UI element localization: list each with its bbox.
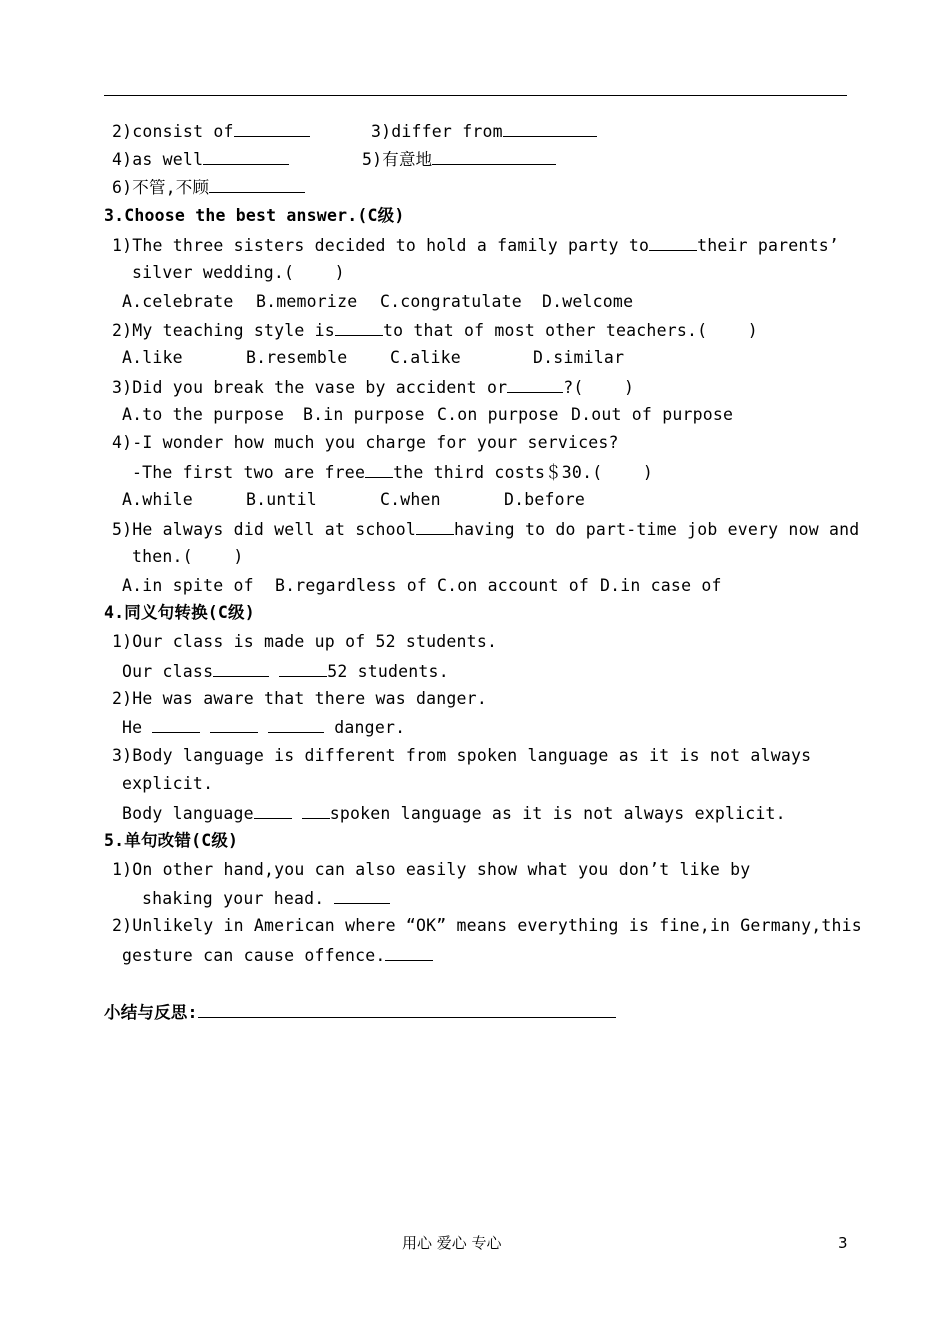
sentence-2: 2)He was aware that there was danger.: [112, 689, 487, 708]
rewrite-text: He: [122, 718, 143, 737]
question-5-cont: then.( ): [132, 547, 244, 566]
vocab-text: 2)consist of: [112, 122, 234, 141]
question-text: ?( ): [563, 378, 635, 397]
answer-blank[interactable]: [416, 518, 454, 535]
vocab-text: 3)differ from: [371, 122, 503, 141]
section-3-title: 3.Choose the best answer.(C级): [104, 206, 405, 225]
answer-blank[interactable]: [385, 944, 433, 961]
sentence-1-rewrite: [122, 660, 449, 683]
question-text: their parents’: [697, 236, 839, 255]
section-5-title: 5.单句改错(C级): [104, 831, 239, 850]
vocab-item-4: [112, 148, 289, 171]
question-text: 3)Did you break the vase by accident or: [112, 378, 508, 397]
answer-blank[interactable]: [503, 120, 597, 137]
rewrite-text: spoken language as it is not always explicit.: [329, 804, 786, 823]
question-text: 2)My teaching style is: [112, 321, 335, 340]
answer-blank[interactable]: [152, 716, 200, 733]
option-5c[interactable]: C.on account of: [437, 576, 590, 595]
summary-line: [104, 1001, 616, 1024]
option-2d[interactable]: D.similar: [533, 348, 625, 367]
vocab-item-2: [112, 120, 310, 143]
error-sentence-1-cont: [142, 887, 390, 910]
error-text: gesture can cause offence.: [122, 946, 386, 965]
option-2c[interactable]: C.alike: [390, 348, 461, 367]
option-2a[interactable]: A.like: [122, 348, 183, 367]
answer-blank[interactable]: [335, 319, 383, 336]
answer-blank[interactable]: [507, 376, 563, 393]
answer-blank[interactable]: [334, 887, 390, 904]
sentence-1: 1)Our class is made up of 52 students.: [112, 632, 498, 651]
error-sentence-2-cont: [122, 944, 433, 967]
option-1a[interactable]: A.celebrate: [122, 292, 234, 311]
sentence-3-cont: explicit.: [122, 774, 214, 793]
summary-blank[interactable]: [198, 1001, 616, 1018]
answer-blank[interactable]: [432, 148, 556, 165]
error-text: shaking your head.: [142, 889, 325, 908]
vocab-text: 4)as well: [112, 150, 204, 169]
option-4b[interactable]: B.until: [246, 490, 317, 509]
answer-blank[interactable]: [279, 660, 327, 677]
sentence-3: 3)Body language is different from spoken language as it is not always: [112, 746, 812, 765]
question-4-cont: [132, 461, 653, 484]
question-3-line: [112, 376, 634, 399]
option-1b[interactable]: B.memorize: [256, 292, 358, 311]
rewrite-text: 52 students.: [327, 662, 449, 681]
question-text: 5)He always did well at school: [112, 520, 417, 539]
option-3a[interactable]: A.to the purpose: [122, 405, 285, 424]
question-text: the third costs＄30.( ): [393, 463, 654, 482]
vocab-item-6: [112, 176, 305, 199]
answer-blank[interactable]: [268, 716, 324, 733]
option-4d[interactable]: D.before: [504, 490, 586, 509]
option-3b[interactable]: B.in purpose: [303, 405, 425, 424]
answer-blank[interactable]: [234, 120, 310, 137]
answer-blank[interactable]: [203, 148, 289, 165]
question-2-line: [112, 319, 758, 342]
header-rule: [104, 95, 847, 96]
answer-blank[interactable]: [209, 176, 305, 193]
vocab-item-5: [362, 148, 556, 171]
vocab-text: 5)有意地: [362, 150, 433, 169]
question-1-cont: silver wedding.( ): [132, 263, 345, 282]
option-1d[interactable]: D.welcome: [542, 292, 634, 311]
sentence-3-rewrite: [122, 802, 786, 825]
rewrite-text: Our class: [122, 662, 214, 681]
rewrite-text: Body language: [122, 804, 254, 823]
answer-blank[interactable]: [210, 716, 258, 733]
question-text: -The first two are free: [132, 463, 366, 482]
error-sentence-2: 2)Unlikely in American where “OK” means everything is fine,in Germany,this: [112, 916, 862, 935]
rewrite-text: danger.: [334, 718, 406, 737]
vocab-item-3: [371, 120, 597, 143]
option-4c[interactable]: C.when: [380, 490, 441, 509]
question-text: to that of most other teachers.( ): [382, 321, 758, 340]
option-5b[interactable]: B.regardless of: [275, 576, 428, 595]
option-1c[interactable]: C.congratulate: [380, 292, 522, 311]
answer-blank[interactable]: [254, 802, 292, 819]
option-4a[interactable]: A.while: [122, 490, 193, 509]
question-1-line: [112, 234, 839, 257]
option-5d[interactable]: D.in case of: [600, 576, 722, 595]
option-5a[interactable]: A.in spite of: [122, 576, 254, 595]
section-4-title: 4.同义句转换(C级): [104, 603, 255, 622]
question-5-line: [112, 518, 859, 541]
option-3c[interactable]: C.on purpose: [437, 405, 559, 424]
footer-motto: 用心 爱心 专心: [402, 1234, 502, 1252]
page-number: 3: [838, 1234, 848, 1252]
option-3d[interactable]: D.out of purpose: [571, 405, 734, 424]
question-text: having to do part-time job every now and: [454, 520, 860, 539]
answer-blank[interactable]: [365, 461, 393, 478]
summary-label: 小结与反思:: [104, 1003, 198, 1022]
vocab-text: 6)不管,不顾: [112, 178, 210, 197]
answer-blank[interactable]: [302, 802, 330, 819]
answer-blank[interactable]: [649, 234, 697, 251]
question-4-line: 4)-I wonder how much you charge for your services?: [112, 433, 619, 452]
sentence-2-rewrite: [122, 716, 405, 739]
error-sentence-1: 1)On other hand,you can also easily show what you don’t like by: [112, 860, 751, 879]
answer-blank[interactable]: [213, 660, 269, 677]
question-text: 1)The three sisters decided to hold a family party to: [112, 236, 650, 255]
option-2b[interactable]: B.resemble: [246, 348, 348, 367]
